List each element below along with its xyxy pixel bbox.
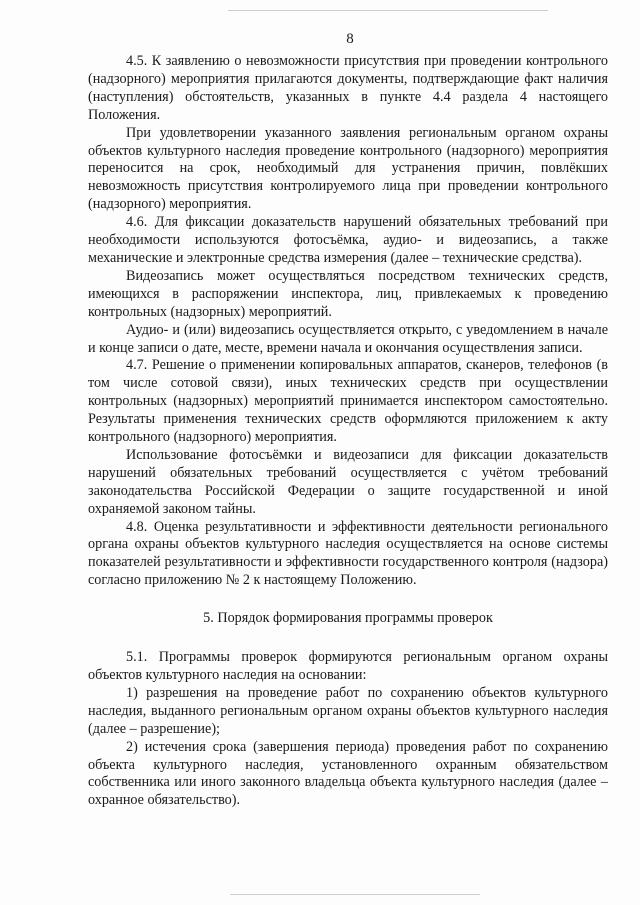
paragraph-4-7: 4.7. Решение о применении копировальных аппаратов, сканеров, телефонов (в том числе сотовой связи), иных технических средств при осуществлении контрольных (надзорных) мероприятий принимается инспектором самостоятельно. Результаты применения технических средств оформляются приложением к акту контрольного (надзорного) мероприятия. bbox=[88, 357, 608, 446]
paragraph-4-8: 4.8. Оценка результативности и эффективности деятельности регионального органа охраны объектов культурного наследия осуществляется на основе системы показателей результативности и эффективности государственного контроля (надзора) согласно приложению № 2 к настоящему Положению. bbox=[88, 518, 608, 589]
paragraph-audio-video: Аудио- и (или) видеозапись осуществляется открыто, с уведомлением в начале и конце записи о дате, месте, времени начала и окончания осуществления записи. bbox=[88, 321, 608, 356]
paragraph-5-1-item-1: 1) разрешения на проведение работ по сохранению объектов культурного наследия, выданного региональным органом охраны объектов культурного наследия (далее – разрешение); bbox=[88, 684, 608, 737]
section-heading: 5. Порядок формирования программы проверок bbox=[203, 610, 493, 627]
page-number: 8 bbox=[346, 31, 354, 47]
scan-artifact-top bbox=[228, 10, 548, 11]
paragraph-5-1-item-2: 2) истечения срока (завершения периода) проведения работ по сохранению объекта культурного наследия, установленного охранным обязательством собственника или иного законного владельца объекта культурного наследия (далее – охранное обязательство). bbox=[88, 738, 608, 809]
scan-artifact-bottom bbox=[230, 894, 480, 895]
paragraph-5-1: 5.1. Программы проверок формируются региональным органом охраны объектов культурного наследия на основании: bbox=[88, 649, 608, 683]
paragraph-4-5-approval: При удовлетворении указанного заявления региональным органом охраны объектов культурного наследия проведение контрольного (надзорного) мероприятия переносится на срок, необходимый для устранения причин, повлёкших невозможность присутствия контролируемого лица при проведении контрольного (надзорного) мероприятия. bbox=[88, 124, 608, 213]
paragraph-photo-usage: Использование фотосъёмки и видеозаписи для фиксации доказательств нарушений обязательных требований осуществляется с учётом требований законодательства Российской Федерации о защите государственной и иной охраняемой законом тайны. bbox=[88, 446, 608, 517]
paragraph-video-recording: Видеозапись может осуществляться посредством технических средств, имеющихся в распоряжении инспектора, лиц, привлекаемых к проведению контрольных (надзорных) мероприятий. bbox=[88, 267, 608, 320]
paragraph-4-5: 4.5. К заявлению о невозможности присутствия при проведении контрольного (надзорного) мероприятия прилагаются документы, подтверждающие факт наличия (наступления) обстоятельств, указанных в пункте 4.4 раздела 4 настоящего Положения. bbox=[88, 53, 608, 123]
paragraph-4-6: 4.6. Для фиксации доказательств нарушений обязательных требований при необходимости используются фотосъёмка, аудио- и видеозапись, а также механические и электронные средства измерения (далее – технические средства). bbox=[88, 214, 608, 266]
document-body bbox=[88, 53, 608, 810]
